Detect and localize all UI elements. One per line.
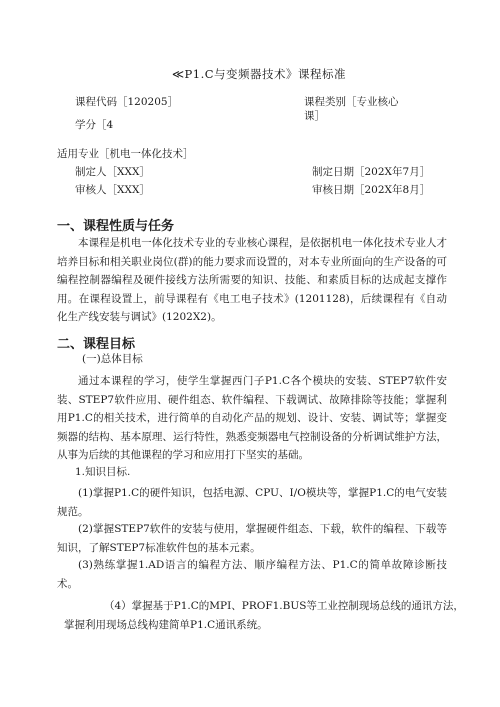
course-code: 课程代码［120205］ — [75, 96, 179, 108]
list-item: (1)掌握P1.C的硬件知识，包括电源、CPU、I/O模块等，掌握P1.C的电气安装规范。 — [57, 487, 447, 518]
knowledge-goals-heading: 1.知识目标. — [75, 466, 131, 478]
section-heading-1: 一、课程性质与任务 — [57, 219, 175, 234]
course-type: 课程类别［专业核心 — [304, 96, 399, 108]
reviewer: 审核人［XXX］ — [75, 184, 150, 196]
section-heading-2: 二、课程目标 — [57, 337, 136, 352]
applicable-major: 适用专业［机电一体化技术］ — [57, 148, 194, 160]
list-item: (3)熟练掌握1.AD语言的编程方法、顺序编程方法、P1.C的简单故障诊断技术。 — [57, 559, 447, 590]
date-made: 制定日期［202X年7月］ — [312, 166, 431, 178]
list-item: (2)掌握STEP7软件的安装与使用，掌握硬件组态、下载，软件的编程、下载等知识，了解STEP7标准软件包的基本元素。 — [57, 523, 447, 554]
credits: 学分［4 — [75, 119, 114, 131]
date-reviewed: 审核日期［202X年8月］ — [312, 184, 431, 196]
subsection-heading: (一)总体目标 — [82, 353, 143, 365]
list-item-cont: 掌握利用现场总线构建简单P1.C通讯系统。 — [64, 619, 268, 631]
course-type-cont: 课］ — [304, 110, 325, 122]
author: 制定人［XXX］ — [75, 166, 150, 178]
list-item: （4）掌握基于P1.C的MPI、PROF1.BUS等工业控制现场总线的通讯方法， — [104, 600, 464, 612]
section-2-paragraph: 通过本课程的学习，使学生掌握西门子P1.C各个模块的安装、STEP7软件安装、STEP7软件应用、硬件组态、软件编程、下载调试、故障排除等技能；掌握利用P1.C的相关技术，进行简单的自动化产品的规划、设计、安装、调试等；掌握变频器的结构、基本原理、运行特性，熟悉变频器电气控制设备的分析调试维护方法，从事为后续的其他课程的学习和应用打下坚实的基础。 — [57, 375, 447, 461]
section-1-paragraph: 本课程是机电一体化技术专业的专业核心课程，是依据机电一体化技术专业人才培养目标和相关职业岗位(群)的能力要求而设置的，对本专业所面向的生产设备的可编程控制器编程及硬件接线方法所需要的知识、技能、和素质目标的达成起支撑作用。在课程设置上，前导课程有《电工电子技术》(1201128)，后续课程有《自动化生产线安装与调试》(1202X2)。 — [57, 237, 447, 323]
document-title: ≪P1.C与变频器技术》课程标准 — [172, 67, 347, 81]
